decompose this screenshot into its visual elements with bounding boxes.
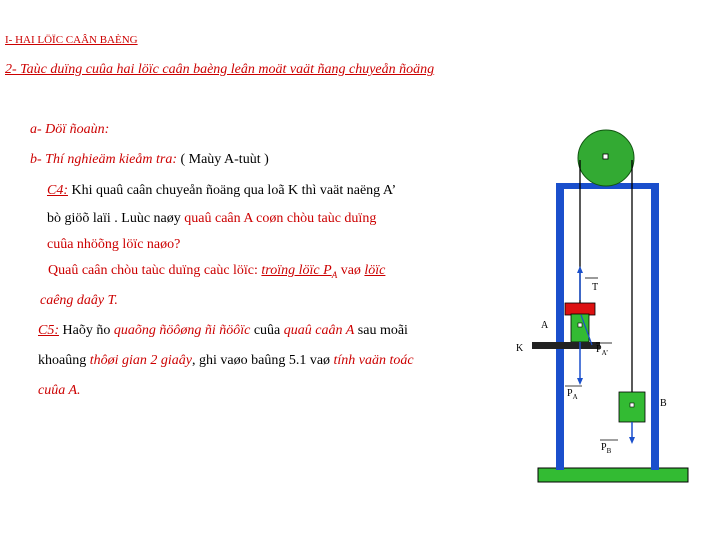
label-a: A [541,320,549,331]
c5-text-1-red2: quaû caân A [283,323,355,338]
label-pb [601,442,612,455]
frame-right-post [651,183,659,470]
frame-left-post [556,183,564,470]
weight-a-prime [565,303,595,315]
tension-arrowhead [577,266,583,273]
c5-line-2 [38,353,414,369]
answer-and: vaø [337,263,365,278]
weight-pb-arrowhead [629,437,635,444]
c4-text-2-red: quaû caân A coøn chòu taùc duïng [184,211,377,226]
answer-sub-a: A [331,269,338,280]
label-b: B [660,398,667,409]
c5-text-2: khoaûng [38,353,90,368]
label-pa [567,388,578,401]
c5-text-2-mid: , ghi vaøo baûng 5.1 vaø [192,353,334,368]
c5-line-1 [38,323,408,339]
c4-text-2: bò giöõ laïi . Luùc naøy [47,211,185,226]
c5-text-1-end: sau moãi [354,323,408,338]
c4-text-1: Khi quaû caân chuyeån ñoäng qua loã K thì vaät naëng A’ [68,183,397,198]
c4-label: C4: [47,183,68,198]
label-pb-sub: B [606,447,612,455]
weight-a-marker [578,323,582,327]
section-b-label: b- Thí nghieäm kieåm tra: [30,152,177,167]
c4-line-3 [47,237,180,253]
atwood-machine-diagram [500,120,720,540]
section-b-rest: ( Maùy A-tuùt ) [176,152,269,167]
weight-pa-arrowhead [577,378,583,385]
label-pa-p: P [567,388,573,399]
c5-text-2-red2: tính vaän toác [333,353,414,368]
base-platform [538,468,688,482]
label-pa-prime [596,344,608,357]
label-k: K [516,343,524,354]
answer-line-1 [48,263,385,280]
c5-text-1: Haõy ño [59,323,114,338]
c5-label: C5: [38,323,59,338]
c4-line-1 [47,183,396,199]
answer-text-1-it2: löïc [364,263,386,278]
pulley-axle [603,154,608,159]
stop-ring-k [532,342,600,349]
c5-line-3: cuûa A. [38,383,81,398]
answer-text-1-it: troïng löïc P [261,263,332,278]
label-t: T [592,282,599,293]
answer-text-1: Quaû caân chòu taùc duïng caùc löïc: [48,263,262,278]
label-pa-sub: A [572,393,578,401]
section-b [30,152,269,168]
c4-line-2 [47,211,376,227]
slide-heading: I- HAI LÖÏC CAÂN BAÈNG [5,34,138,46]
slide-subheading: 2- Taùc duïng cuûa hai löïc caân baèng leân moät vaät ñang chuyeån ñoäng [5,62,435,77]
section-a-label: a- Döï ñoaùn: [30,122,110,137]
label-pb-p: P [601,442,607,453]
c5-text-1-mid: cuûa [250,323,284,338]
c4-text-3-red: cuûa nhöõng löïc naøo? [47,237,181,252]
c5-text-2-red: thôøi gian 2 giaây [89,353,192,368]
weight-b-marker [630,403,634,407]
label-pa-prime-sub: A’ [601,349,609,357]
label-pa-prime-p: P [596,344,602,355]
answer-line-2: caêng daây T. [40,293,118,308]
c5-text-1-red1: quaõng ñöôøng ñi ñöôïc [113,323,251,338]
